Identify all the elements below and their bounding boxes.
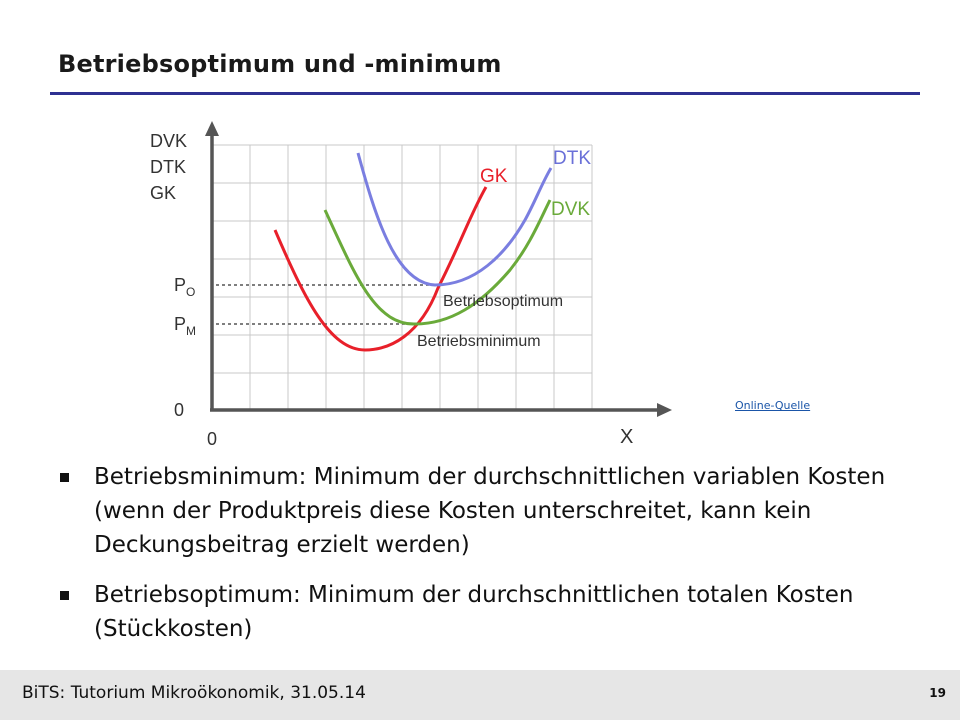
- ylabel-line-2: DTK: [150, 157, 186, 177]
- online-source-link[interactable]: Online-Quelle: [735, 399, 811, 412]
- slide-title: Betriebsoptimum und -minimum: [58, 50, 502, 78]
- series-gk: [275, 187, 486, 350]
- x-axis-label: X: [620, 426, 634, 448]
- series-labels: [480, 148, 591, 220]
- y-tick-pm: [174, 314, 196, 338]
- bullet-item: [58, 578, 908, 646]
- bullet-item: [58, 460, 908, 562]
- y-axis-arrow: [205, 121, 219, 136]
- square-bullet-icon: [60, 591, 69, 600]
- y-tick-po-main: P: [174, 275, 187, 295]
- annotation-betriebsoptimum: Betriebsoptimum: [443, 293, 564, 310]
- cost-curve-chart: [130, 105, 690, 455]
- series-label-dtk: DTK: [553, 148, 591, 169]
- y-tick-pm-sub: M: [186, 324, 197, 338]
- square-bullet-icon: [60, 473, 69, 482]
- y-tick-pm-main: P: [174, 314, 187, 334]
- bullet-text: Betriebsminimum: Minimum der durchschnittlichen variablen Kosten (wenn der Produktpreis diese Kosten unterschreitet, kann kein Deckungsbeitrag erzielt werden): [94, 464, 886, 558]
- annotation-betriebsminimum: Betriebsminimum: [417, 333, 541, 350]
- series-label-gk: GK: [480, 166, 508, 187]
- x-origin-label: 0: [207, 429, 218, 449]
- title-divider: [50, 92, 920, 95]
- y-tick-po: [174, 275, 195, 299]
- chart-svg: [130, 105, 690, 455]
- page-number: 19: [929, 686, 946, 700]
- reference-lines: [216, 285, 438, 324]
- y-tick-po-sub: O: [186, 285, 196, 299]
- ylabel-line-3: GK: [150, 183, 177, 203]
- bullet-list: [58, 460, 908, 662]
- bullet-text: Betriebsoptimum: Minimum der durchschnittlichen totalen Kosten (Stückkosten): [94, 582, 854, 642]
- y-origin-label: 0: [174, 400, 185, 420]
- series-label-dvk: DVK: [551, 199, 591, 220]
- chart-grid: [212, 145, 592, 410]
- ylabel-line-1: DVK: [150, 131, 188, 151]
- x-axis-arrow: [657, 403, 672, 417]
- footer-text: BiTS: Tutorium Mikroökonomik, 31.05.14: [22, 683, 366, 703]
- series-dtk: [358, 153, 551, 285]
- axis-labels: [150, 131, 633, 449]
